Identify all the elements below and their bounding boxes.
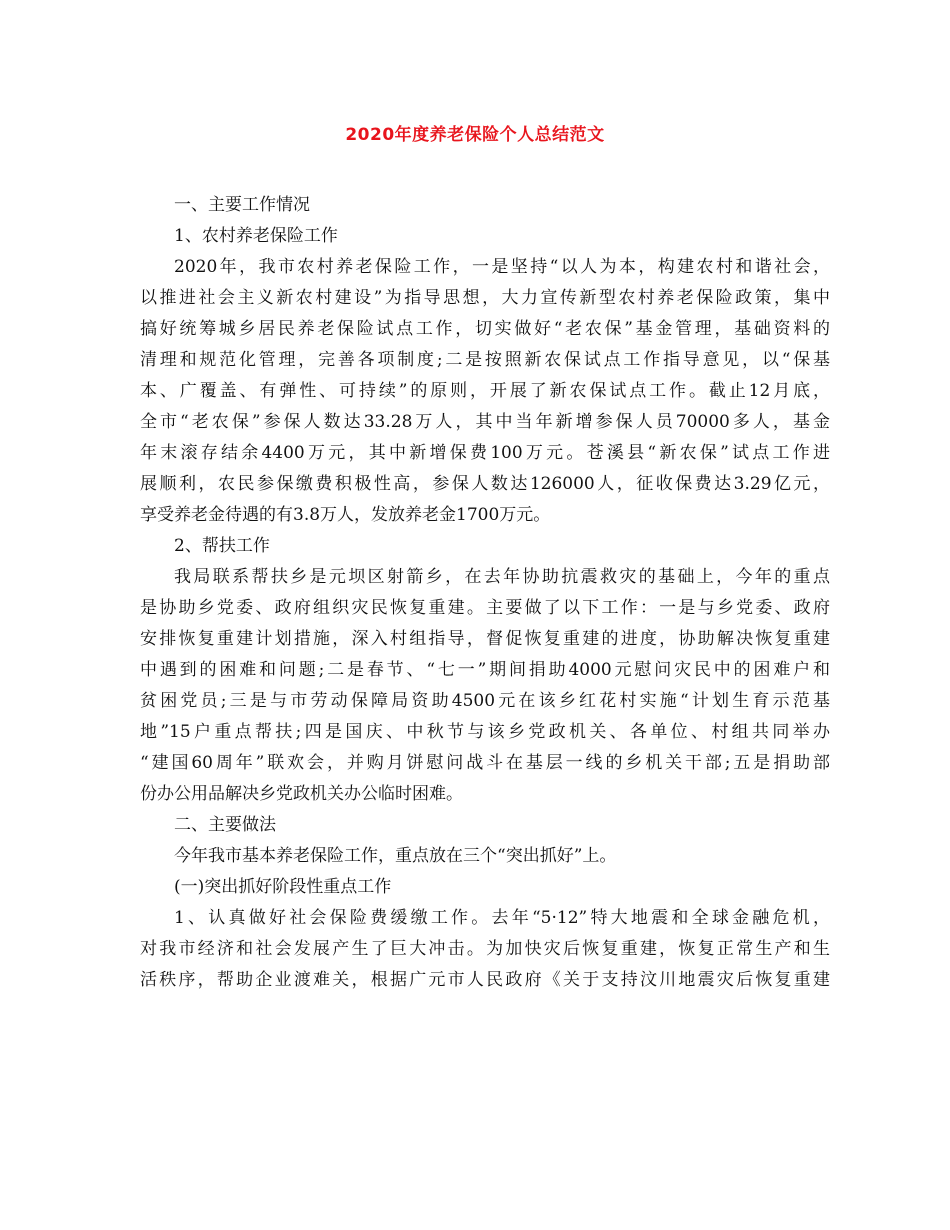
text-line: 安排恢复重建计划措施，深入村组指导，督促恢复重建的进度，协助解决恢复重建 [140, 629, 830, 649]
text-line: 展顺利，农民参保缴费积极性高，参保人数达126000人，征收保费达3.29亿元， [140, 474, 830, 494]
text-line: 地”15户重点帮扶;四是国庆、中秋节与该乡党政机关、各单位、村组共同举办 [140, 722, 830, 742]
text-line: 2、帮扶工作 [174, 536, 270, 556]
document-title: 2020年度养老保险个人总结范文 [345, 125, 605, 145]
text-line: 是协助乡党委、政府组织灾民恢复重建。主要做了以下工作：一是与乡党委、政府 [140, 598, 830, 618]
text-line: 今年我市基本养老保险工作，重点放在三个“突出抓好”上。 [174, 846, 617, 866]
text-line: 2020年，我市农村养老保险工作，一是坚持“以人为本，构建农村和谐社会， [174, 257, 830, 277]
text-line: 全市“老农保”参保人数达33.28万人，其中当年新增参保人员70000多人，基金 [140, 412, 830, 432]
text-line: 搞好统筹城乡居民养老保险试点工作，切实做好“老农保”基金管理，基础资料的 [140, 319, 830, 339]
text-line: 以推进社会主义新农村建设”为指导思想，大力宣传新型农村养老保险政策，集中 [140, 288, 830, 308]
text-line: 享受养老金待遇的有3.8万人，发放养老金1700万元。 [140, 505, 551, 525]
text-line: 我局联系帮扶乡是元坝区射箭乡，在去年协助抗震救灾的基础上，今年的重点 [174, 567, 830, 587]
text-line: 本、广覆盖、有弹性、可持续”的原则，开展了新农保试点工作。截止12月底， [140, 381, 830, 401]
text-line: 贫困党员;三是与市劳动保障局资助4500元在该乡红花村实施“计划生育示范基 [140, 691, 830, 711]
text-line: 对我市经济和社会发展产生了巨大冲击。为加快灾后恢复重建，恢复正常生产和生 [140, 939, 830, 959]
document-body [140, 190, 830, 996]
text-line: 1、认真做好社会保险费缓缴工作。去年“5·12”特大地震和全球金融危机， [174, 908, 830, 928]
text-line: 1、农村养老保险工作 [174, 226, 338, 246]
text-line: 份办公用品解决乡党政机关办公临时困难。 [140, 784, 463, 804]
text-line: 年末滚存结余4400万元，其中新增保费100万元。苍溪县“新农保”试点工作进 [140, 443, 830, 463]
text-line: 清理和规范化管理，完善各项制度;二是按照新农保试点工作指导意见，以“保基 [140, 350, 830, 370]
text-line: 活秩序，帮助企业渡难关，根据广元市人民政府《关于支持汶川地震灾后恢复重建 [140, 970, 830, 990]
text-line: “建国60周年”联欢会，并购月饼慰问战斗在基层一线的乡机关干部;五是捐助部 [140, 753, 830, 773]
text-line: 二、主要做法 [174, 815, 276, 835]
text-line: (一)突出抓好阶段性重点工作 [174, 877, 392, 897]
text-line: 一、主要工作情况 [174, 195, 310, 215]
text-line: 中遇到的困难和问题;二是春节、“七一”期间捐助4000元慰问灾民中的困难户和 [140, 660, 830, 680]
